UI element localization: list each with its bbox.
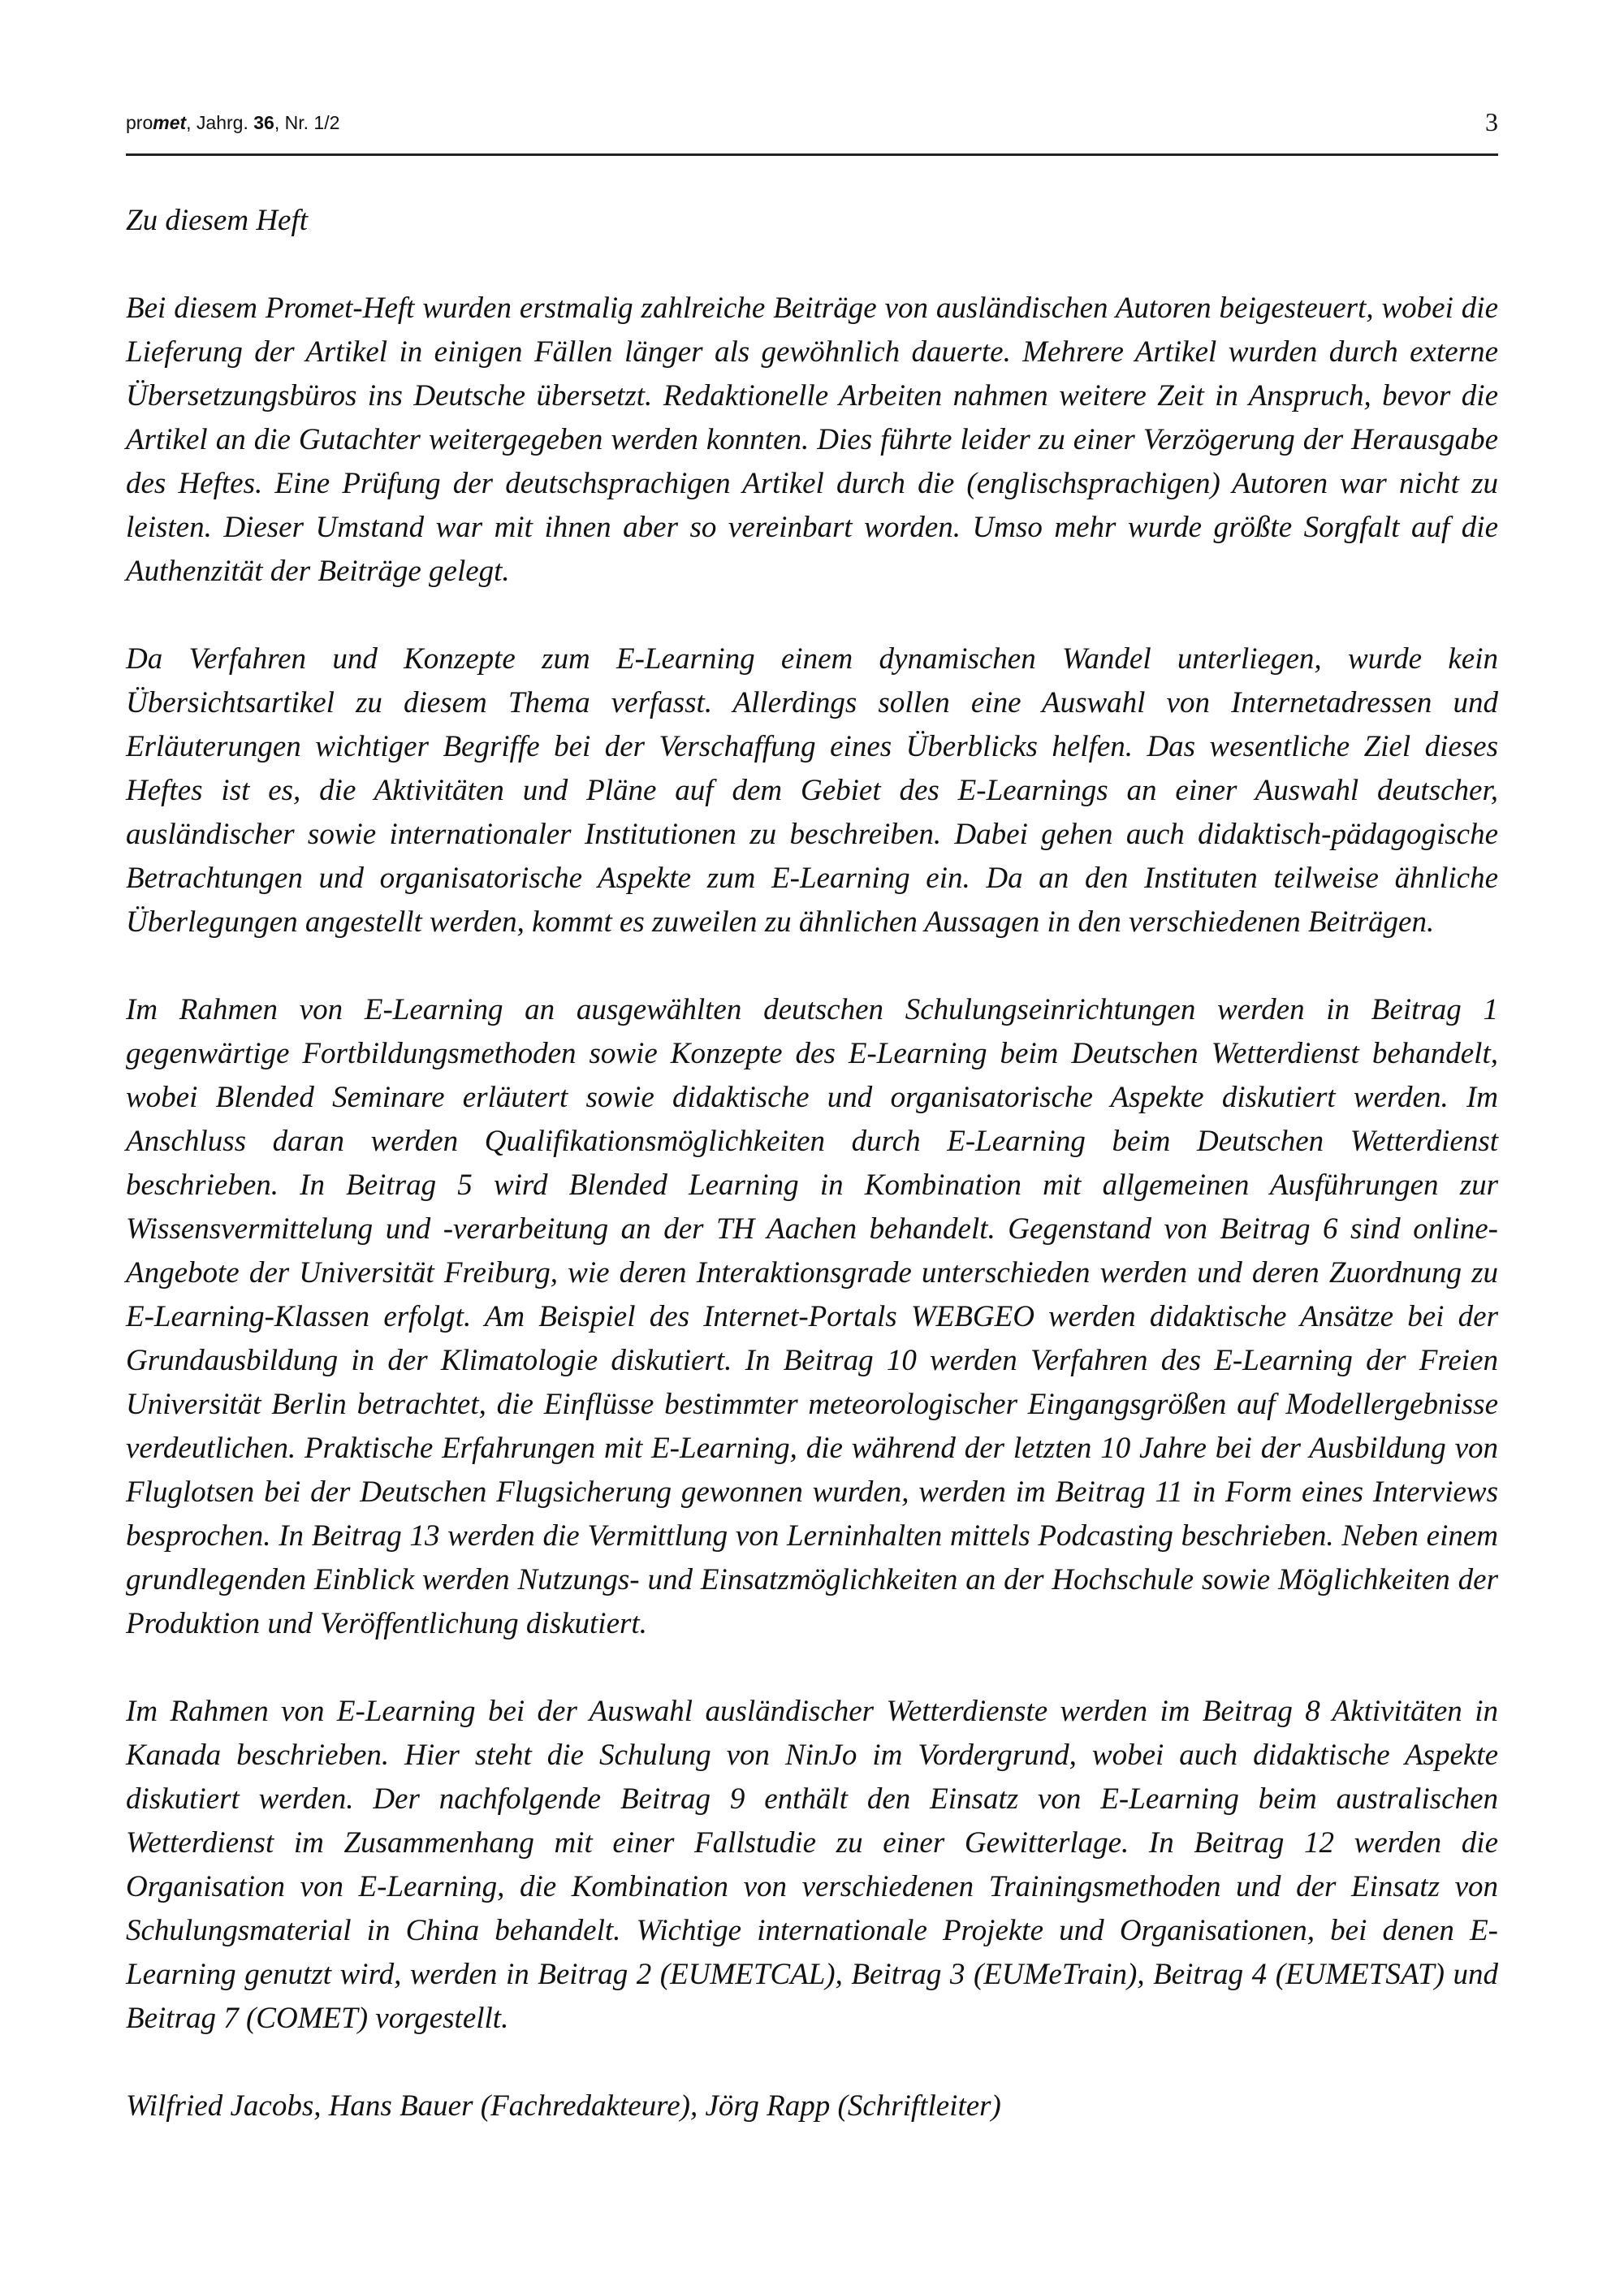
journal-name-met: met [153,112,187,133]
journal-issue: , Nr. 1/2 [274,112,340,133]
running-header [126,107,1498,140]
journal-year-label: , Jahrg. [186,112,254,133]
journal-volume: 36 [253,112,274,133]
journal-citation [126,112,339,134]
page-number: 3 [1485,107,1498,136]
paragraph-3: Im Rahmen von E-Learning an ausgewählten deutschen Schulungseinrichtungen werden in Beitrag 1 gegenwärtige Fortbildungsmethoden sowie Konzepte des E-Learning beim Deutschen Wetterdienst behandelt, wobei Blended Seminare erläutert sowie didaktische und organisatorische Aspekte diskutiert werden. Im Anschluss daran werden Qualifikationsmöglichkeiten durch E-Learning beim Deutschen Wetterdienst beschrieben. In Beitrag 5 wird Blended Learning in Kombination mit allgemeinen Ausführungen zur Wissensvermittelung und -verarbeitung an der TH Aachen behandelt. Gegenstand von Beitrag 6 sind online-Angebote der Universität Freiburg, wie deren Interaktionsgrade unterschieden werden und deren Zuordnung zu E-Learning-Klassen erfolgt. Am Beispiel des Internet-Portals WEBGEO werden didaktische Ansätze bei der Grundausbildung in der Klimatologie diskutiert. In Beitrag 10 werden Verfahren des E-Learning der Freien Universität Berlin betrachtet, die Einflüsse bestimmter meteorologischer Eingangsgrößen auf Modellergebnisse verdeutlichen. Praktische Erfahrungen mit E-Learning, die während der letzten 10 Jahre bei der Ausbildung von Fluglotsen bei der Deutschen Flugsicherung gewonnen wurden, werden im Beitrag 11 in Form eines Interviews besprochen. In Beitrag 13 werden die Vermittlung von Lerninhalten mittels Podcasting beschrieben. Neben einem grundlegenden Einblick werden Nutzungs- und Einsatzmöglichkeiten an der Hochschule sowie Möglichkeiten der Produktion und Veröffentlichung diskutiert. [126,993,1498,1640]
paragraph-4: Im Rahmen von E-Learning bei der Auswahl ausländischer Wetterdienste werden im Beitrag 8 Aktivitäten in Kanada beschrieben. Hier steht die Schulung von NinJo im Vordergrund, wobei auch didaktische Aspekte diskutiert werden. Der nachfolgende Beitrag 9 enthält den Einsatz von E-Learning beim australischen Wetterdienst im Zusammenhang mit einer Fallstudie zu einer Gewitterlage. In Beitrag 12 werden die Organisation von E-Learning, die Kombination von verschiedenen Trainingsmethoden und der Einsatz von Schulungsmaterial in China behandelt. Wichtige internationale Projekte und Organisationen, bei denen E-Learning genutzt wird, werden in Beitrag 2 (EUMETCAL), Beitrag 3 (EUMeTrain), Beitrag 4 (EUMETSAT) und Beitrag 7 (COMET) vorgestellt. [126,1695,1498,2035]
signature: Wilfried Jacobs, Hans Bauer (Fachredakteure), Jörg Rapp (Schriftleiter) [126,2089,1001,2123]
paragraph-1: Bei diesem Promet-Heft wurden erstmalig zahlreiche Beiträge von ausländischen Autoren beigesteuert, wobei die Lieferung der Artikel in einigen Fällen länger als gewöhnlich dauerte. Mehrere Artikel wurden durch externe Übersetzungsbüros ins Deutsche übersetzt. Redaktionelle Arbeiten nahmen weitere Zeit in Anspruch, bevor die Artikel an die Gutachter weitergegeben werden konnten. Dies führte leider zu einer Verzögerung der Herausgabe des Heftes. Eine Prüfung der deutschsprachigen Artikel durch die (englischsprachigen) Autoren war nicht zu leisten. Dieser Umstand war mit ihnen aber so vereinbart worden. Umso mehr wurde größte Sorgfalt auf die Authenzität der Beiträge gelegt. [126,292,1498,588]
header-rule [126,153,1498,156]
journal-name-pro: pro [126,112,153,133]
article-body [126,199,1498,2128]
article-title: Zu diesem Heft [126,204,309,237]
paragraph-2: Da Verfahren und Konzepte zum E-Learning einem dynamischen Wandel unterliegen, wurde kein Übersichtsartikel zu diesem Thema verfasst. Allerdings sollen eine Auswahl von Internetadressen und Erläuterungen wichtiger Begriffe bei der Verschaffung eines Überblicks helfen. Das wesentliche Ziel dieses Heftes ist es, die Aktivitäten und Pläne auf dem Gebiet des E-Learnings an einer Auswahl deutscher, ausländischer sowie internationaler Institutionen zu beschreiben. Dabei gehen auch didaktisch-pädagogische Betrachtungen und organisatorische Aspekte zum E-Learning ein. Da an den Instituten teilweise ähnliche Überlegungen angestellt werden, kommt es zuweilen zu ähnlichen Aussagen in den verschiedenen Beiträgen. [126,642,1498,939]
